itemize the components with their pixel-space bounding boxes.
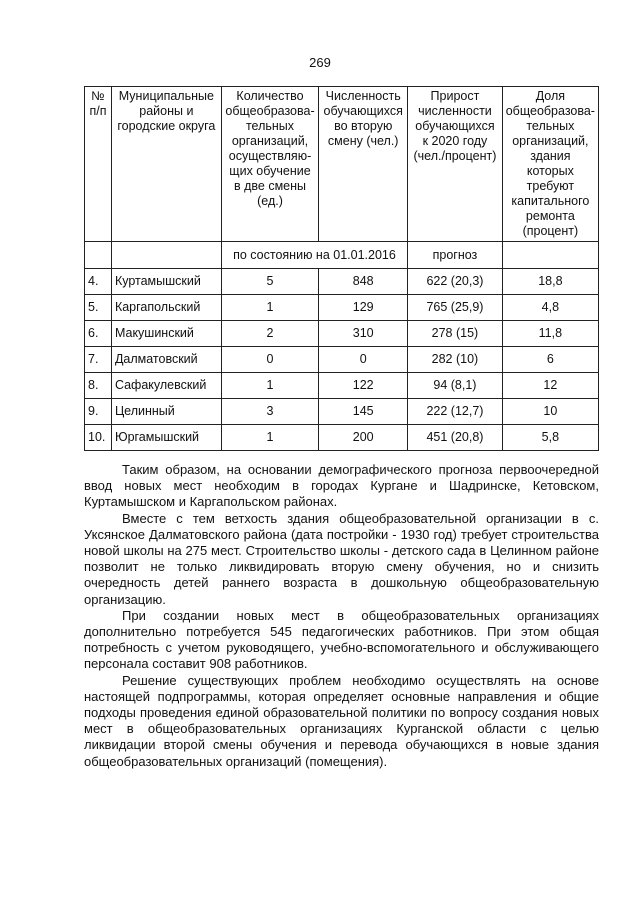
table-row [85, 321, 599, 347]
table-row [85, 295, 599, 321]
header-second-shift: Численность обучающихся во вторую смену (чел.) [319, 87, 408, 242]
cell-share: 4,8 [502, 295, 598, 321]
header-number: № п/п [85, 87, 112, 242]
cell-orgs: 5 [221, 269, 318, 295]
cell-n: 5. [85, 295, 112, 321]
cell-name: Целинный [111, 399, 221, 425]
cell-growth: 94 (8,1) [408, 373, 503, 399]
cell-name: Юргамышский [111, 425, 221, 451]
table-row [85, 269, 599, 295]
table-subheader-row [85, 242, 599, 269]
table-row [85, 399, 599, 425]
cell-orgs: 2 [221, 321, 318, 347]
table-row [85, 373, 599, 399]
header-district: Муниципальные районы и городские округа [111, 87, 221, 242]
cell-n: 4. [85, 269, 112, 295]
cell-growth: 278 (15) [408, 321, 503, 347]
cell-students: 145 [319, 399, 408, 425]
paragraph: Решение существующих проблем необходимо осуществлять на основе настоящей подпрограммы, которая определяет основные направления и общие подходы проведения единой образовательной политики по вопросу создания новых мест в общеобразовательных организациях Курганской области с целью ликвидации второй смены обучения и перевода обучающихся в новые здания общеобразовательных организаций (помещения). [84, 672, 599, 769]
cell-growth: 451 (20,8) [408, 425, 503, 451]
paragraph: Вместе с тем ветхость здания общеобразовательной организации в с. Уксянское Далматовского района (дата постройки - 1930 год) требует строительства новой школы на 275 мест. Строительство школы - детского сада в Целинном районе позволит не только ликвидировать вторую смену обучения, но и снизить очередность детей раннего возраста в дошкольную общеобразовательную организацию. [84, 510, 599, 607]
cell-growth: 622 (20,3) [408, 269, 503, 295]
table-header-row [85, 87, 599, 242]
cell-students: 122 [319, 373, 408, 399]
cell-n: 10. [85, 425, 112, 451]
cell-n: 7. [85, 347, 112, 373]
cell-share: 10 [502, 399, 598, 425]
cell-name: Далматовский [111, 347, 221, 373]
cell-students: 310 [319, 321, 408, 347]
cell-share: 6 [502, 347, 598, 373]
cell-share: 5,8 [502, 425, 598, 451]
page-number: 269 [309, 55, 331, 70]
cell-growth: 765 (25,9) [408, 295, 503, 321]
cell-name: Сафакулевский [111, 373, 221, 399]
cell-students: 0 [319, 347, 408, 373]
cell-share: 18,8 [502, 269, 598, 295]
schools-table [84, 86, 599, 451]
cell-name: Макушинский [111, 321, 221, 347]
paragraph: Таким образом, на основании демографического прогноза первоочередной ввод новых мест необходим в городах Кургане и Шадринске, Кетовском, Куртамышском и Каргапольском районах. [84, 462, 599, 510]
cell-orgs: 0 [221, 347, 318, 373]
header-org-count: Количество общеобразова-тельных организаций, осуществляю-щих обучение в две смены (ед.) [221, 87, 318, 242]
cell-orgs: 1 [221, 295, 318, 321]
cell-orgs: 1 [221, 373, 318, 399]
header-repair-share: Доля общеобразова-тельных организаций, здания которых требуют капитального ремонта (процент) [502, 87, 598, 242]
table-row [85, 425, 599, 451]
body-text [84, 462, 599, 770]
cell-students: 200 [319, 425, 408, 451]
table-row [85, 347, 599, 373]
cell-name: Куртамышский [111, 269, 221, 295]
cell-share: 12 [502, 373, 598, 399]
subheader-date: по состоянию на 01.01.2016 [221, 242, 407, 269]
cell-n: 8. [85, 373, 112, 399]
paragraph: При создании новых мест в общеобразовательных организациях дополнительно потребуется 545 педагогических работников. При этом общая потребность с учетом руководящего, учебно-вспомогательного и обслуживающего персонала составит 908 работников. [84, 607, 599, 672]
header-growth: Прирост численности обучающихся к 2020 году (чел./процент) [408, 87, 503, 242]
cell-students: 848 [319, 269, 408, 295]
cell-orgs: 1 [221, 425, 318, 451]
cell-growth: 282 (10) [408, 347, 503, 373]
subheader-forecast: прогноз [408, 242, 503, 269]
cell-growth: 222 (12,7) [408, 399, 503, 425]
cell-share: 11,8 [502, 321, 598, 347]
cell-orgs: 3 [221, 399, 318, 425]
cell-name: Каргапольский [111, 295, 221, 321]
cell-students: 129 [319, 295, 408, 321]
cell-n: 6. [85, 321, 112, 347]
cell-n: 9. [85, 399, 112, 425]
